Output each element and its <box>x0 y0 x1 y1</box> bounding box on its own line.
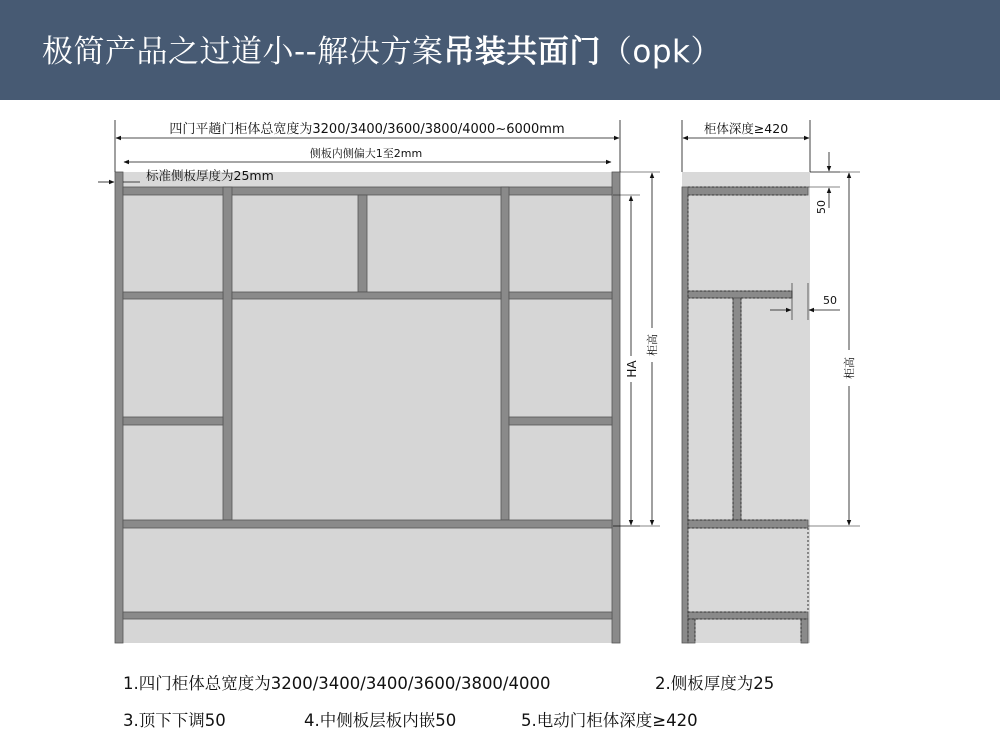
note-3: 3.顶下下调50 <box>123 711 226 730</box>
note-4: 4.中侧板层板内嵌50 <box>304 711 457 730</box>
cabinet-diagram <box>0 100 1000 660</box>
title-part1: 极简产品之过道小--解决方案 <box>42 34 444 70</box>
total-width-label: 四门平趟门柜体总宽度为3200/3400/3600/3800/4000~6000mm <box>169 122 565 137</box>
note-5: 5.电动门柜体深度≥420 <box>521 711 698 730</box>
side-height-label: 柜高 <box>843 357 856 379</box>
side-thickness-label: 标准侧板厚度为25mm <box>146 168 274 183</box>
side-offset-label: 侧板内侧偏大1至2mm <box>309 147 423 160</box>
ha-label: HA <box>625 360 639 378</box>
front-view <box>98 120 660 643</box>
side-cabinet-panel <box>682 172 810 643</box>
front-height-label: 柜高 <box>646 334 659 356</box>
title-part3: （opk） <box>600 34 722 70</box>
note-2: 2.侧板厚度为25 <box>655 674 775 693</box>
header-bar <box>0 0 1000 100</box>
dim-50-mid-label: 50 <box>823 294 837 307</box>
note-1: 1.四门柜体总宽度为3200/3400/3400/3600/3800/4000 <box>123 674 551 693</box>
title-part2: 吊装共面门 <box>443 34 601 70</box>
depth-label: 柜体深度≥420 <box>703 121 789 136</box>
dim-50-top-label: 50 <box>815 200 828 214</box>
side-view <box>682 120 860 643</box>
page-title <box>42 26 722 71</box>
